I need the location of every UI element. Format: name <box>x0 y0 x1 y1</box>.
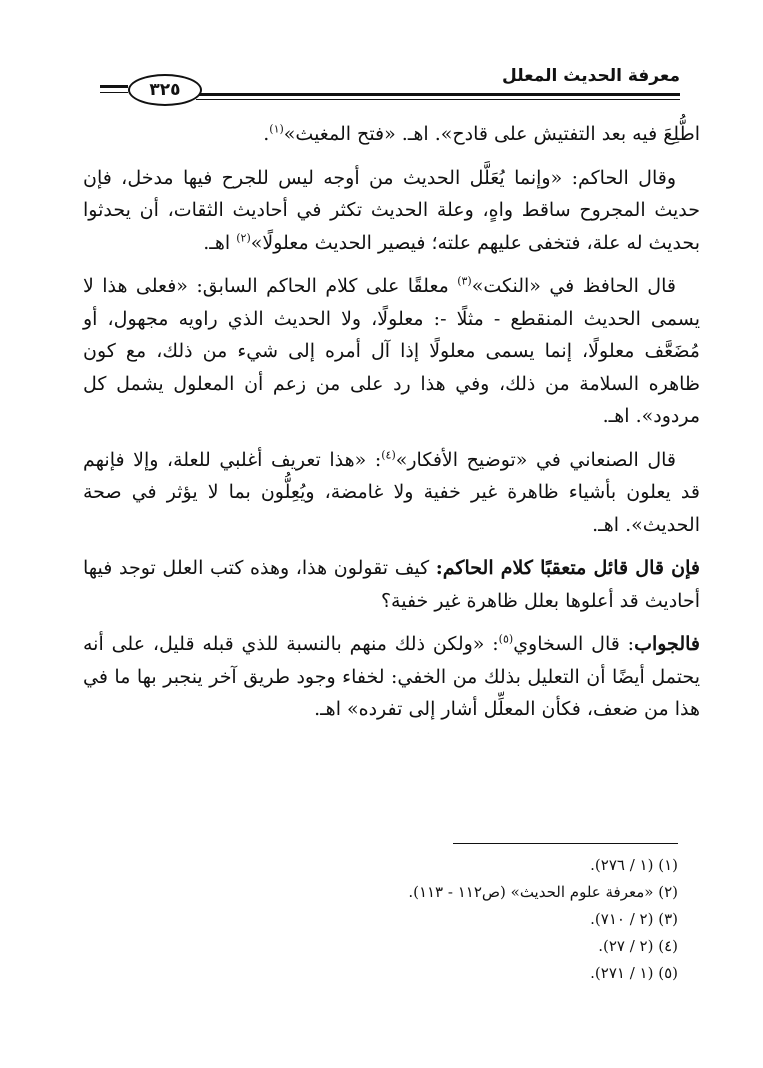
paragraph-1-tail: . <box>263 123 270 145</box>
header-rule-thick <box>196 93 680 96</box>
footnote-ref-1: (١) <box>269 122 284 136</box>
paragraph-6-text-b: : «ولكن ذلك منهم بالنسبة للذي قبله قليل، على أنه يحتمل أيضًا أن التعليل بذلك من الخفي: لخفاء وجود طريق آخر ينجبر بها ما في هذا من ضعف، فكأن المعلِّل أشار إلى تفرده» اهـ. <box>83 633 700 720</box>
running-title: معرفة الحديث المعلل <box>502 66 680 86</box>
footnote-3: (٣) (٢ / ٧١٠). <box>590 910 678 928</box>
paragraph-4-text-a: قال الصنعاني في «توضيح الأفكار» <box>395 448 677 471</box>
main-text <box>83 118 700 737</box>
paragraph-2-tail: اهـ. <box>203 231 237 254</box>
footnote-5: (٥) (١ / ٢٧١). <box>590 964 678 982</box>
paragraph-3-text-b: معلقًا على كلام الحاكم السابق: «فعلى هذا لا يسمى الحديث المنقطع - مثلًا -: معلولًا، ولا الحديث الذي راويه مجهول، أو مُضَعَّف معلولًا، إنما يسمى معلولًا إذا آل أمره إلى شيء من ذلك، مع كون ظاهره السلامة من ذلك، وفي هذا رد على من زعم أن المعلول يشمل كل مردود». اهـ. <box>83 275 700 427</box>
paragraph-6 <box>83 628 700 726</box>
footnote-2: (٢) «معرفة علوم الحديث» (ص١١٢ - ١١٣). <box>408 883 678 901</box>
paragraph-5 <box>83 552 700 617</box>
page-number: ٣٢٥ <box>128 74 202 106</box>
footnote-ref-5: (٥) <box>498 632 514 646</box>
footnote-ref-3: (٣) <box>457 274 472 288</box>
paragraph-5-text: كيف تقولون هذا، وهذه كتب العلل توجد فيها أحاديث قد أعلوها بعلل ظاهرة غير خفية؟ <box>83 557 700 612</box>
footnotes <box>178 852 678 987</box>
header-rule-thin <box>196 99 680 100</box>
paragraph-5-bold: فإن قال قائل متعقبًا كلام الحاكم: <box>435 557 700 579</box>
page-header <box>100 62 680 108</box>
footnote-4: (٤) (٢ / ٢٧). <box>598 937 678 955</box>
paragraph-6-text-a: : قال السخاوي <box>513 633 635 655</box>
paragraph-4-text-b: : «هذا تعريف أغلبي للعلة، وإلا فإنهم قد يعلون بأشياء ظاهرة غير خفية ولا غامضة، ويُعِلُّون بما لا يؤثر في صحة الحديث». اهـ. <box>83 448 700 536</box>
paragraph-2-text: وقال الحاكم: «وإنما يُعَلَّل الحديث من أوجه ليس للجرح فيها مدخل، فإن حديث المجروح ساقط واهٍ، وعلة الحديث تكثر في أحاديث الثقات، أن يحدثوا بحديث له علة، فتخفى عليهم علته؛ فيصير الحديث معلولًا» <box>83 166 700 254</box>
paragraph-1 <box>83 118 700 151</box>
footnote-ref-4: (٤) <box>381 448 396 462</box>
left-rule-thick <box>100 85 128 88</box>
paragraph-1-text: اطُّلِعَ فيه بعد التفتيش على قادح». اهـ. «فتح المغيث» <box>283 123 700 145</box>
paragraph-6-bold: فالجواب <box>634 633 700 655</box>
footnote-1: (١) (١ / ٢٧٦). <box>590 856 678 874</box>
left-rule-thin <box>100 92 128 93</box>
paragraph-3-text-a: قال الحافظ في «النكت» <box>471 275 676 297</box>
paragraph-3 <box>83 270 700 433</box>
footnote-separator <box>453 843 678 844</box>
paragraph-2 <box>83 162 700 260</box>
paragraph-4 <box>83 444 700 542</box>
footnote-ref-2: (٢) <box>236 231 251 245</box>
